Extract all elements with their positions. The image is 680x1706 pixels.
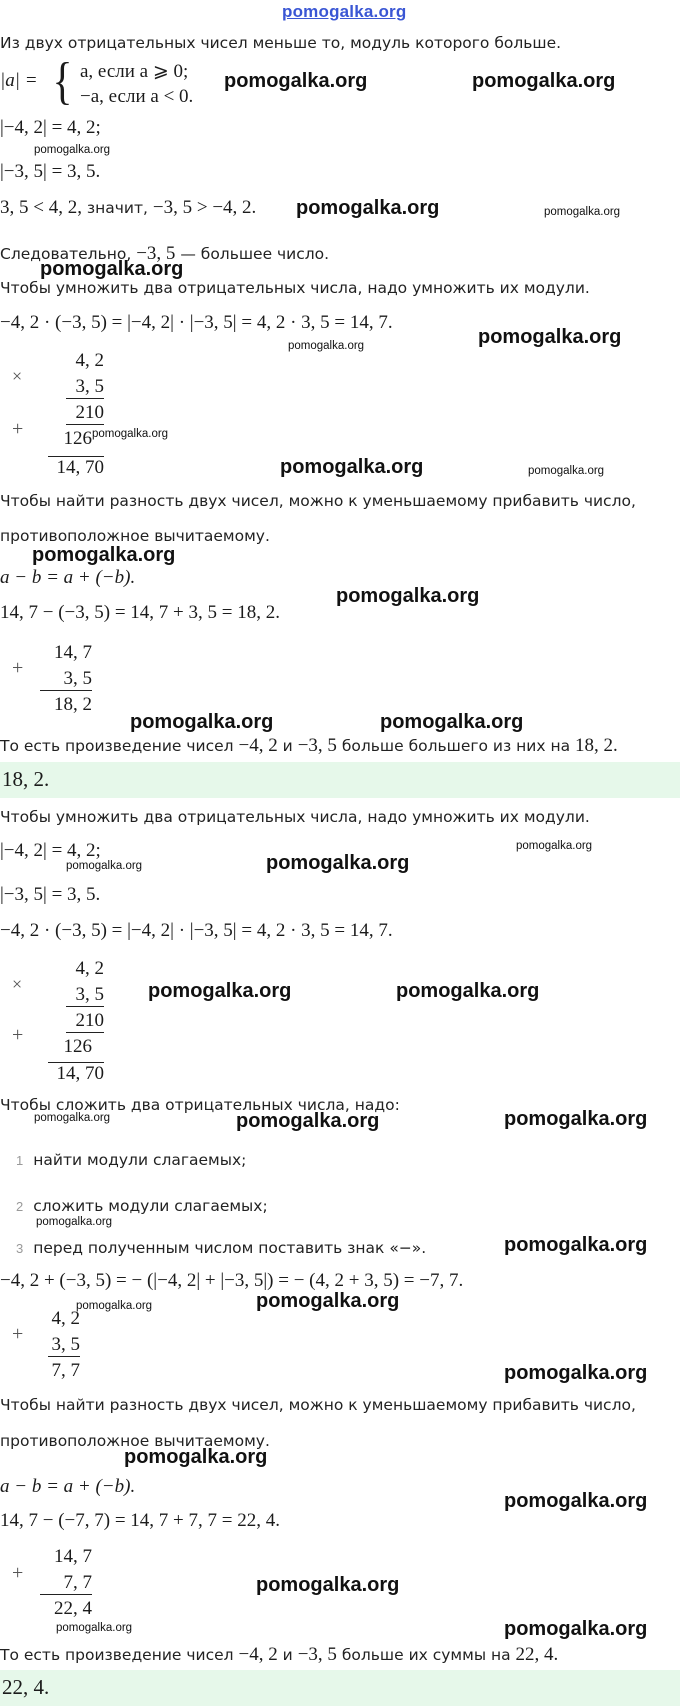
- watermark: pomogalka.org: [34, 1112, 111, 1124]
- col-mult-result: 14, 70: [48, 1062, 104, 1085]
- watermark: pomogalka.org: [472, 70, 616, 92]
- conclusion-line: Следовательно, −3, 5 — большее число.: [0, 243, 330, 264]
- watermark: pomogalka.org: [280, 456, 424, 478]
- list-item: 3 перед полученным числом поставить знак «−».: [16, 1239, 427, 1257]
- watermark: pomogalka.org: [224, 70, 368, 92]
- sum-expression: −4, 2 + (−3, 5) = − (|−4, 2| + |−3, 5|) = − (4, 2 + 3, 5) = −7, 7.: [0, 1270, 464, 1291]
- col-mult-p2: 126: [63, 1036, 92, 1057]
- watermark: pomogalka.org: [148, 980, 292, 1002]
- mult-expression: −4, 2 · (−3, 5) = |−4, 2| · |−3, 5| = 4, 2 · 3, 5 = 14, 7.: [0, 312, 393, 333]
- plus-sign: +: [12, 1323, 24, 1345]
- col-add-b: 7, 7: [40, 1572, 92, 1595]
- mult-expression: −4, 2 · (−3, 5) = |−4, 2| · |−3, 5| = 4, 2 · 3, 5 = 14, 7.: [0, 920, 393, 941]
- watermark: pomogalka.org: [504, 1234, 648, 1256]
- list-item: 2 сложить модули слагаемых;: [16, 1197, 268, 1215]
- watermark: pomogalka.org: [130, 711, 274, 733]
- col-mult-p1: 210: [66, 1010, 104, 1033]
- times-sign: ×: [12, 974, 23, 994]
- watermark: pomogalka.org: [516, 840, 593, 852]
- col-add-result: 18, 2: [54, 694, 92, 715]
- abs-equation-1: |−4, 2| = 4, 2;: [0, 840, 101, 861]
- watermark: pomogalka.org: [288, 340, 365, 352]
- diff-formula: a − b = a + (−b).: [0, 1476, 136, 1497]
- watermark: pomogalka.org: [504, 1490, 648, 1512]
- col-mult-result: 14, 70: [48, 456, 104, 479]
- col-add-result: 7, 7: [51, 1360, 80, 1381]
- watermark: pomogalka.org: [66, 860, 143, 872]
- col-add-a: 14, 7: [54, 642, 92, 663]
- col-mult-p2: 126: [63, 428, 92, 449]
- list-item: 1 найти модули слагаемых;: [16, 1151, 247, 1169]
- diff-formula: a − b = a + (−b).: [0, 567, 136, 588]
- col-add-a: 14, 7: [54, 1546, 92, 1567]
- brace-icon: {: [52, 53, 73, 110]
- watermark: pomogalka.org: [92, 428, 169, 440]
- watermark: pomogalka.org: [40, 258, 184, 280]
- plus-sign: +: [12, 418, 24, 440]
- abs-def-lhs: |a| =: [0, 70, 38, 91]
- mult-rule-text: Чтобы умножить два отрицательных числа, надо умножить их модули.: [0, 279, 590, 297]
- times-sign: ×: [12, 366, 23, 386]
- answer-value: 18, 2.: [2, 767, 50, 791]
- watermark: pomogalka.org: [380, 711, 524, 733]
- result-line: То есть произведение чисел −4, 2 и −3, 5 больше большего из них на 18, 2.: [0, 735, 618, 756]
- plus-sign: +: [12, 1024, 24, 1046]
- watermark: pomogalka.org: [528, 465, 605, 477]
- watermark: pomogalka.org: [296, 197, 440, 219]
- watermark: pomogalka.org: [236, 1110, 380, 1132]
- watermark: pomogalka.org: [478, 326, 622, 348]
- watermark: pomogalka.org: [336, 585, 480, 607]
- watermark: pomogalka.org: [504, 1362, 648, 1384]
- answer-value: 22, 4.: [2, 1675, 50, 1699]
- watermark: pomogalka.org: [256, 1290, 400, 1312]
- diff-rule-line1: Чтобы найти разность двух чисел, можно к уменьшаемому прибавить число,: [0, 492, 636, 510]
- watermark: pomogalka.org: [76, 1300, 153, 1312]
- plus-sign: +: [12, 657, 24, 679]
- col-mult-b: 3, 5: [66, 984, 104, 1007]
- diff-rule-line2: противоположное вычитаемому.: [0, 1432, 270, 1450]
- diff-rule-line1: Чтобы найти разность двух чисел, можно к уменьшаемому прибавить число,: [0, 1396, 636, 1414]
- watermark: pomogalka.org: [32, 544, 176, 566]
- abs-equation-1: |−4, 2| = 4, 2;: [0, 117, 101, 138]
- compare-line: 3, 5 < 4, 2, значит, −3, 5 > −4, 2.: [0, 197, 257, 218]
- watermark: pomogalka.org: [266, 852, 410, 874]
- col-add-b: 3, 5: [48, 1334, 80, 1357]
- diff-expression: 14, 7 − (−7, 7) = 14, 7 + 7, 7 = 22, 4.: [0, 1510, 280, 1531]
- abs-def-case2: −a, если a < 0.: [80, 86, 194, 107]
- diff-expression: 14, 7 − (−3, 5) = 14, 7 + 3, 5 = 18, 2.: [0, 602, 280, 623]
- watermark: pomogalka.org: [56, 1622, 133, 1634]
- watermark: pomogalka.org: [36, 1216, 113, 1228]
- answer-box: [0, 762, 680, 798]
- col-mult-b: 3, 5: [66, 376, 104, 399]
- plus-sign: +: [12, 1562, 24, 1584]
- watermark: pomogalka.org: [396, 980, 540, 1002]
- watermark: pomogalka.org: [504, 1618, 648, 1640]
- sum-rule-text: Чтобы сложить два отрицательных числа, надо:: [0, 1096, 400, 1114]
- col-add-b: 3, 5: [40, 668, 92, 691]
- header-watermark-link[interactable]: pomogalka.org: [282, 2, 407, 21]
- col-mult-p1: 210: [66, 402, 104, 425]
- watermark: pomogalka.org: [504, 1108, 648, 1130]
- col-add-result: 22, 4: [54, 1598, 92, 1619]
- col-add-a: 4, 2: [51, 1308, 80, 1329]
- diff-rule-line2: противоположное вычитаемому.: [0, 527, 270, 545]
- answer-box: [0, 1670, 680, 1706]
- result-line: То есть произведение чисел −4, 2 и −3, 5 больше их суммы на 22, 4.: [0, 1644, 559, 1665]
- watermark: pomogalka.org: [544, 206, 621, 218]
- abs-def-case1: a, если a ⩾ 0;: [80, 61, 189, 82]
- col-mult-a: 4, 2: [75, 958, 104, 979]
- mult-rule-text: Чтобы умножить два отрицательных числа, надо умножить их модули.: [0, 808, 590, 826]
- col-mult-a: 4, 2: [75, 350, 104, 371]
- abs-equation-2: |−3, 5| = 3, 5.: [0, 884, 101, 905]
- intro-text: Из двух отрицательных чисел меньше то, модуль которого больше.: [0, 34, 562, 52]
- abs-equation-2: |−3, 5| = 3, 5.: [0, 161, 101, 182]
- watermark: pomogalka.org: [256, 1574, 400, 1596]
- watermark: pomogalka.org: [124, 1446, 268, 1468]
- watermark: pomogalka.org: [34, 144, 111, 156]
